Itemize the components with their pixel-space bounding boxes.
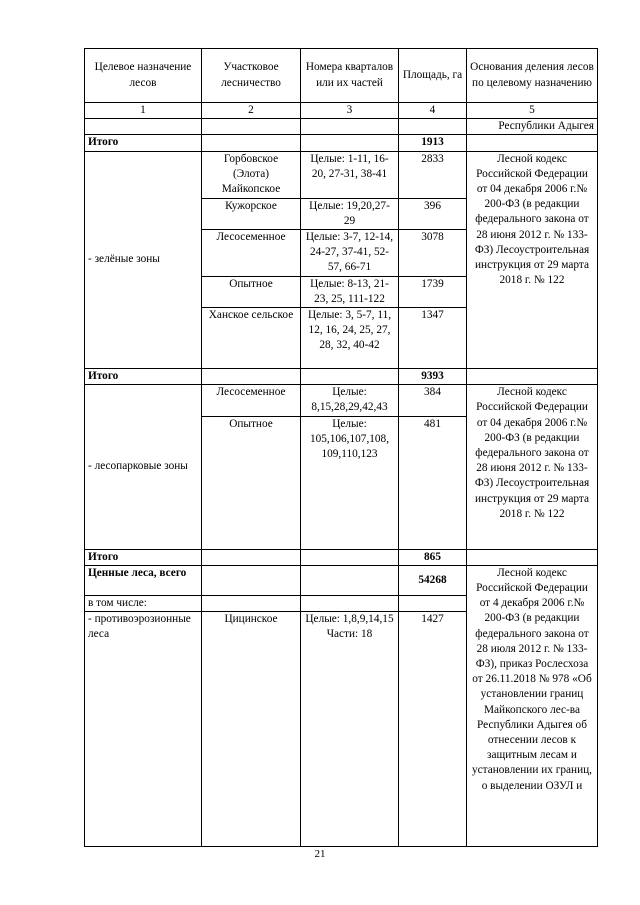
header-purpose: Целевое назначение лесов (85, 49, 202, 103)
basis-cell: Лесной кодекс Российской Федерации от 04 декабря 2006 г.№ 200-ФЗ (в редакции федерального закона от 28 июня 2012 г. № 133-ФЗ) Лесоустроительная инструкция от 29 марта 2018 г. № 122 (467, 151, 598, 368)
total-value: 865 (399, 549, 467, 565)
page-number: 21 (314, 848, 326, 860)
forest-purpose-table (84, 48, 598, 847)
basis-cell: Лесной кодекс Российской Федерации от 4 декабря 2006 г.№ 200-ФЗ (в редакции федерального закона от 28 июля 2012 г. № 133-ФЗ), приказ Рослесхоза от 26.11.2018 № 978 «Об установлении границ Майкопского лес-ва Республики Адыгея об отнесении лесов к защитным лесам и установлении их границ, о выделении ОЗУЛ и (467, 565, 598, 846)
category-park-zones: - лесопарковые зоны (85, 385, 202, 549)
area-cell: 1739 (399, 276, 467, 307)
column-number-row (85, 103, 598, 119)
valuable-forests-row (85, 565, 598, 595)
continuation-text: Республики Адыгея (467, 119, 598, 135)
area-cell: 481 (399, 416, 467, 549)
continuation-row (85, 119, 598, 135)
total-label: Итого (85, 549, 202, 565)
header-forestry: Участковое лесничество (202, 49, 301, 103)
forestry-cell: Ханское сельское (202, 308, 301, 369)
quarters-cell: Целые: 105,106,107,108, 109,110,123 (301, 416, 399, 549)
quarters-cell: Целые: 8-13, 21-23, 25, 111-122 (301, 276, 399, 307)
category-green-zones: - зелёные зоны (85, 151, 202, 368)
column-number: 3 (301, 103, 399, 119)
area-cell: 1427 (399, 612, 467, 847)
total-row (85, 549, 598, 565)
header-row (85, 49, 598, 103)
total-label: Итого (85, 369, 202, 385)
category-anti-erosion: - противоэрозионные леса (85, 612, 202, 847)
basis-cell: Лесной кодекс Российской Федерации от 04 декабря 2006 г.№ 200-ФЗ (в редакции федерального закона от 28 июня 2012 г. № 133-ФЗ) Лесоустроительная инструкция от 29 марта 2018 г. № 122 (467, 385, 598, 549)
column-number: 2 (202, 103, 301, 119)
area-cell: 384 (399, 385, 467, 416)
forestry-cell: Лесосеменное (202, 230, 301, 277)
header-area: Площадь, га (399, 49, 467, 103)
total-row (85, 135, 598, 151)
total-value: 9393 (399, 369, 467, 385)
quarters-cell: Целые: 1,8,9,14,15 Части: 18 (301, 612, 399, 847)
quarters-cell: Целые: 3-7, 12-14, 24-27, 37-41, 52-57, 66-71 (301, 230, 399, 277)
quarters-cell: Целые: 3, 5-7, 11, 12, 16, 24, 25, 27, 28, 32, 40-42 (301, 308, 399, 369)
area-cell: 396 (399, 198, 467, 229)
quarters-cell: Целые: 1-11, 16-20, 27-31, 38-41 (301, 151, 399, 198)
forestry-cell: Горбовское (Элота) Майкопское (202, 151, 301, 198)
table-row (85, 151, 598, 198)
total-label: Итого (85, 135, 202, 151)
header-quarters: Номера кварталов или их частей (301, 49, 399, 103)
including-label: в том числе: (85, 595, 202, 611)
valuable-forests-total: 54268 (399, 565, 467, 595)
area-cell: 2833 (399, 151, 467, 198)
column-number: 5 (467, 103, 598, 119)
quarters-cell: Целые: 8,15,28,29,42,43 (301, 385, 399, 416)
area-cell: 1347 (399, 308, 467, 369)
valuable-forests-label: Ценные леса, всего (85, 565, 202, 595)
forestry-cell: Опытное (202, 276, 301, 307)
area-cell: 3078 (399, 230, 467, 277)
forestry-cell: Кужорское (202, 198, 301, 229)
header-basis: Основания деления лесов по целевому назначению (467, 49, 598, 103)
total-row (85, 369, 598, 385)
column-number: 4 (399, 103, 467, 119)
forestry-cell: Опытное (202, 416, 301, 549)
quarters-cell: Целые: 19,20,27-29 (301, 198, 399, 229)
forestry-cell: Цицинское (202, 612, 301, 847)
table-row (85, 385, 598, 416)
forestry-cell: Лесосеменное (202, 385, 301, 416)
total-value: 1913 (399, 135, 467, 151)
column-number: 1 (85, 103, 202, 119)
